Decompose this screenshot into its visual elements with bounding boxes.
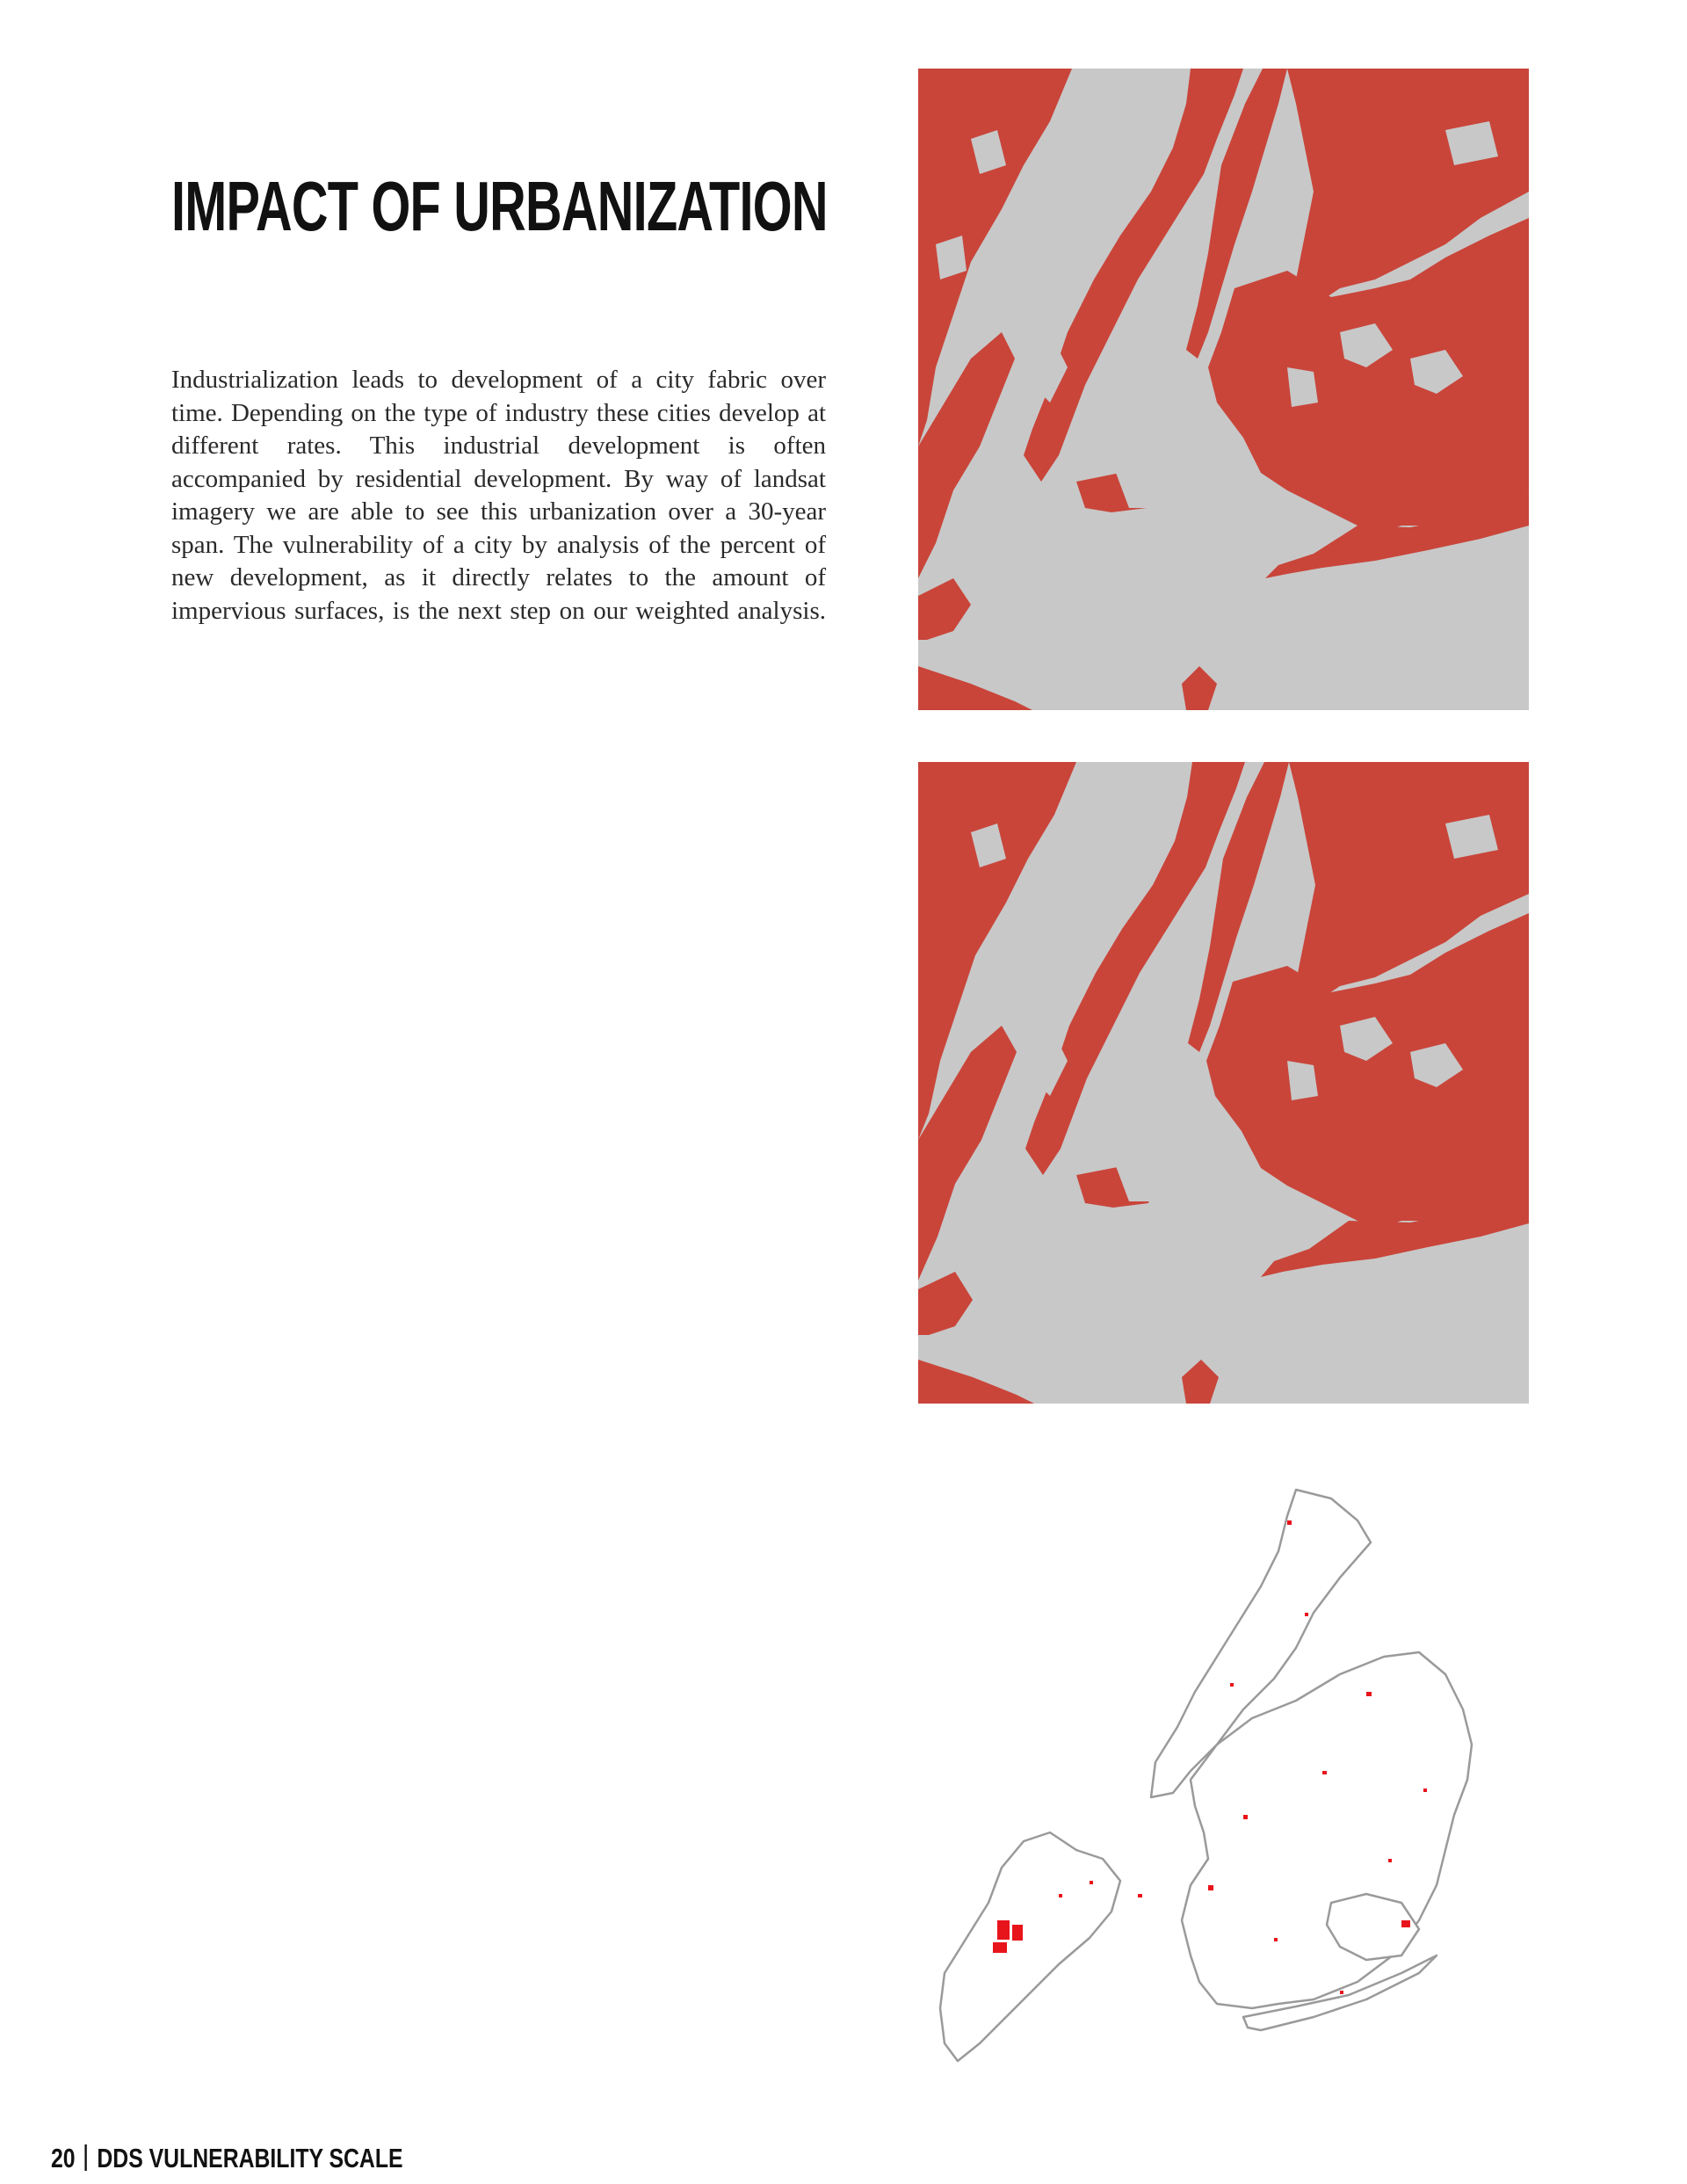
page-title: IMPACT OF URBANIZATION xyxy=(171,167,828,245)
page-footer xyxy=(51,2143,403,2174)
footer-divider xyxy=(85,2144,87,2171)
urbanization-map-recent xyxy=(918,762,1529,1404)
new-development-map-graphic xyxy=(927,1481,1551,2079)
new-development-map xyxy=(927,1481,1551,2079)
publication-title: DDS VULNERABILITY SCALE xyxy=(97,2143,403,2173)
urbanization-map-recent-graphic xyxy=(918,762,1529,1404)
intro-paragraph: Industrialization leads to development of a city fabric over time. Depending on the type of industry these cities develop at different rates. This industrial development is often accompanied by residential development. By way of landsat imagery we are able to see this urbanization over a 30-year span. The vulnerability of a city by analysis of the percent of new development, as it directly relates to the amount of impervious surfaces, is the next step on our weighted analysis. xyxy=(171,366,826,625)
urbanization-map-early xyxy=(918,69,1529,710)
urbanization-map-early-graphic xyxy=(918,69,1529,710)
page-number: 20 xyxy=(51,2143,76,2173)
